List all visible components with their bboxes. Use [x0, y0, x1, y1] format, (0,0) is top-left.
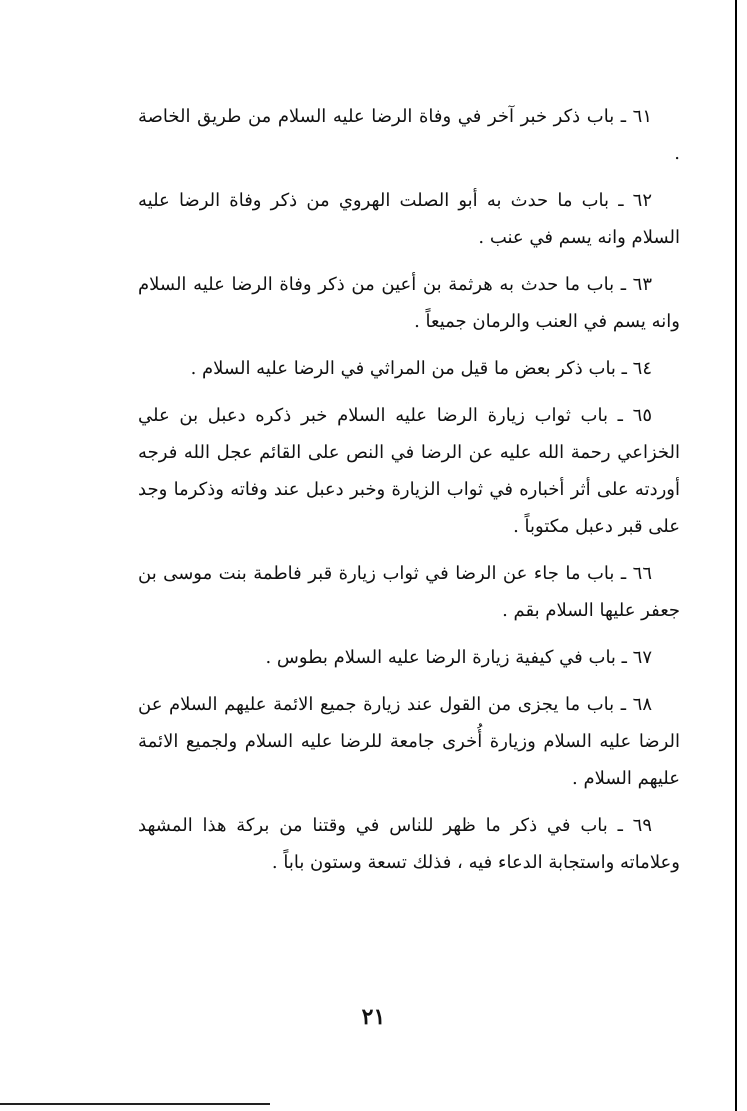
- chapter-entry-65: [138, 397, 680, 545]
- page-number: ٢١: [361, 1004, 386, 1030]
- chapter-entry-text: ٦٤ ـ باب ذكر بعض ما قيل من المراثي في الرضا عليه السلام .: [190, 358, 652, 379]
- chapter-entry-69: [138, 807, 680, 881]
- chapter-entry-text: ٦٩ ـ باب في ذكر ما ظهر للناس في وقتنا من بركة هذا المشهد وعلاماته واستجابة الدعاء فيه ، فذلك تسعة وستون باباً .: [138, 815, 680, 873]
- chapter-entry-64: [138, 350, 680, 387]
- bottom-rule: [0, 1103, 270, 1105]
- chapter-entry-text: ٦٣ ـ باب ما حدث به هرثمة بن أعين من ذكر وفاة الرضا عليه السلام وانه يسم في العنب والرمان جميعاً .: [138, 274, 680, 332]
- chapter-entry-62: [138, 182, 680, 256]
- chapter-entry-68: [138, 686, 680, 797]
- chapter-entry-text: ٦٦ ـ باب ما جاء عن الرضا في ثواب زيارة قبر فاطمة بنت موسى بن جعفر عليها السلام بقم .: [138, 563, 680, 621]
- chapter-entry-67: [138, 639, 680, 676]
- chapter-entry-text: ٦٥ ـ باب ثواب زيارة الرضا عليه السلام خبر ذكره دعبل بن علي الخزاعي رحمة الله عليه عن الرضا في النص على القائم عجل الله فرجه أوردته على أثر أخباره في ثواب الزيارة وخبر دعبل عند وفاته وذكرما وجد على قبر دعبل مكتوباً .: [138, 405, 680, 537]
- chapter-entry-text: ٦٢ ـ باب ما حدث به أبو الصلت الهروي من ذكر وفاة الرضا عليه السلام وانه يسم في عنب .: [138, 190, 680, 248]
- chapter-entry-text: ٦٨ ـ باب ما يجزى من القول عند زيارة جميع الائمة عليهم السلام عن الرضا عليه السلام وزيارة أُخرى جامعة للرضا عليه السلام ولجميع الائمة عليهم السلام .: [138, 694, 680, 789]
- chapter-entry-63: [138, 266, 680, 340]
- chapter-entry-text: ٦١ ـ باب ذكر خبر آخر في وفاة الرضا عليه السلام من طريق الخاصة .: [138, 106, 680, 164]
- chapter-list: [138, 98, 680, 891]
- page-edge-line: [735, 0, 737, 1111]
- chapter-entry-61: [138, 98, 680, 172]
- chapter-entry-66: [138, 555, 680, 629]
- chapter-entry-text: ٦٧ ـ باب في كيفية زيارة الرضا عليه السلام بطوس .: [265, 647, 652, 668]
